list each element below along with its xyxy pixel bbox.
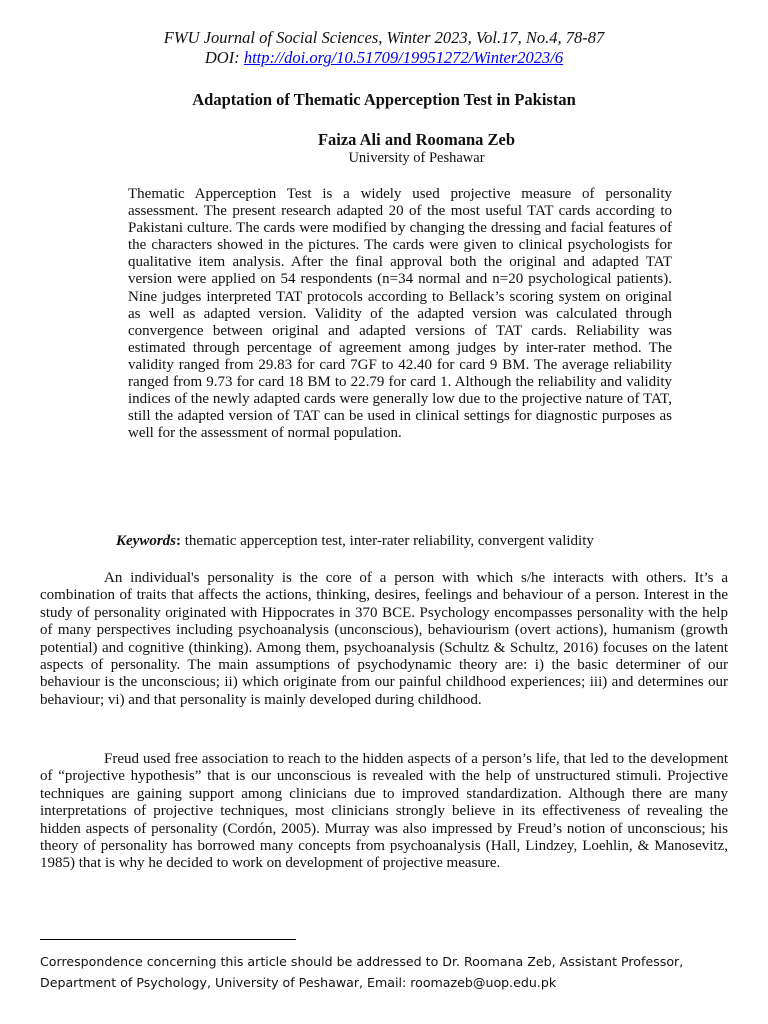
doi-label: DOI: <box>204 48 240 67</box>
doi-line <box>0 48 768 68</box>
body-paragraph-1: An individual's personality is the core of a person with which s/he interacts with others. It’s a combination of traits that affects the actions, thinking, desires, feelings and behaviour of a person. Interest in the study of personality originated with Hippocrates in 370 BCE. Psychology encompasses personality with the help of many perspectives including psychoanalysis (unconscious), behaviourism (overt actions), humanism (growth potential) and cognitive (thinking). Among them, psychoanalysis (Schultz & Schultz, 2016) focuses on the latent aspects of personality. The main assumptions of psychodynamic theory are: i) the basic determiner of our behaviour is the unconscious; ii) which originate from our painful childhood experiences; iii) and determines our behaviour; vi) and that personality is mainly developed during childhood. <box>40 570 728 708</box>
keywords-colon: : <box>176 533 181 549</box>
keywords-text: thematic apperception test, inter-rater reliability, convergent validity <box>181 533 594 549</box>
abstract: Thematic Apperception Test is a widely used projective measure of personality assessment. The present research adapted 20 of the most useful TAT cards according to Pakistani culture. The cards were modified by changing the dressing and facial features of the characters showed in the pictures. The cards were given to clinical psychologists for qualitative item analysis. After the final approval both the original and adapted TAT version were applied on 54 respondents (n=34 normal and n=20 psychological patients). Nine judges interpreted TAT protocols according to Bellack’s scoring system on original as well as adapted version. Validity of the adapted version was calculated through convergence between original and adapted versions of TAT cards. Reliability was estimated through percentage of agreement among judges by inter-rater method. The validity ranged from 29.83 for card 7GF to 42.40 for card 9 BM. The average reliability ranged from 9.73 for card 18 BM to 22.79 for card 1. Although the reliability and validity indices of the newly adapted cards were generally low due to the projective nature of TAT, still the adapted version of TAT can be used in clinical settings for diagnostic purposes as well for the assessment of normal population. <box>128 186 672 442</box>
keywords-line <box>116 533 736 550</box>
article-title: Adaptation of Thematic Apperception Test in Pakistan <box>192 90 576 109</box>
journal-citation: FWU Journal of Social Sciences, Winter 2023, Vol.17, No.4, 78-87 <box>163 28 605 47</box>
correspondence-footnote: Correspondence concerning this article should be addressed to Dr. Roomana Zeb, Assistant Professor, Department of Psychology, University of Peshawar, Email: roomazeb@uop.edu.pk <box>40 954 684 990</box>
body-paragraph-2: Freud used free association to reach to the hidden aspects of a person’s life, that led to the development of “projective hypothesis” that is our unconscious is revealed with the help of unstructured stimuli. Projective techniques are gaining support among clinicians due to improved standardization. Although there are many interpretations of projective techniques, most clinicians strongly believe in its effectiveness of revealing the hidden aspects of personality (Cordón, 2005). Murray was also impressed by Freud’s notion of unconscious; his theory of personality has borrowed many concepts from psychoanalysis (Hall, Lindzey, Loehlin, & Manosevitz, 1985) that is why he decided to work on development of projective measure. <box>40 751 728 872</box>
author-affiliation: University of Peshawar <box>348 150 485 166</box>
author-names: Faiza Ali and Roomana Zeb <box>317 130 516 149</box>
footnote-divider <box>40 939 296 940</box>
doi-link[interactable]: http://doi.org/10.51709/19951272/Winter2023/6 <box>243 48 564 67</box>
keywords-label: Keywords <box>116 533 176 549</box>
